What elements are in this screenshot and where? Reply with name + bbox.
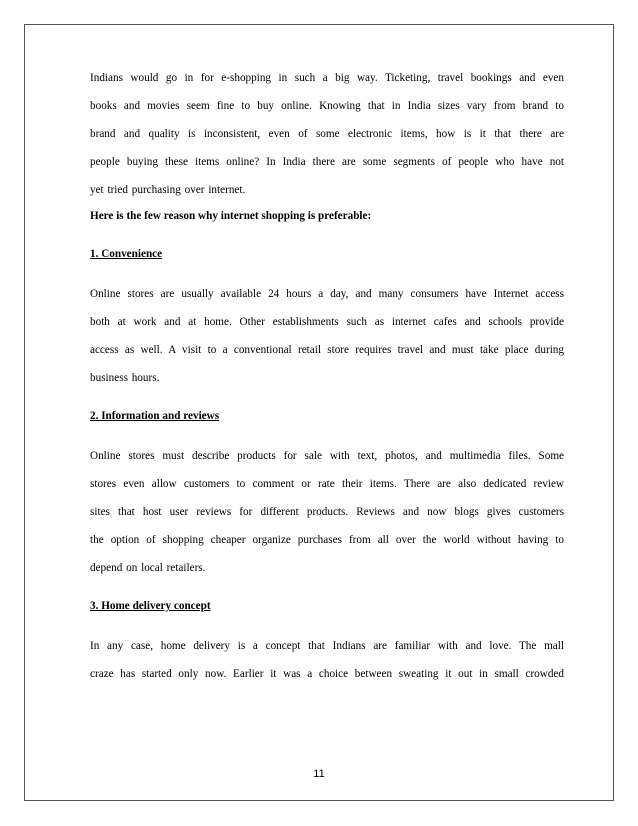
intro-line: brand and quality is inconsistent, even of some electronic items, how is it that there are (90, 128, 564, 140)
reasons-heading: Here is the few reason why internet shopping is preferable: (90, 210, 372, 222)
paragraph-line: sites that host user reviews for different products. Reviews and now blogs gives customers (90, 506, 564, 518)
document-body (90, 64, 564, 688)
intro-line: people buying these items online? In India there are some segments of people who have not (90, 156, 564, 168)
section-paragraph-information-reviews (90, 442, 564, 582)
intro-paragraph (90, 64, 564, 204)
section-heading-convenience: 1. Convenience (90, 248, 163, 260)
intro-line: Indians would go in for e-shopping in such a big way. Ticketing, travel bookings and even (90, 72, 564, 84)
paragraph-line: access as well. A visit to a conventional retail store requires travel and must take place during (90, 344, 564, 356)
page-number: 11 (313, 768, 325, 780)
paragraph-line: depend on local retailers. (90, 562, 206, 574)
section-heading-home-delivery: 3. Home delivery concept (90, 600, 211, 612)
paragraph-line: Online stores are usually available 24 hours a day, and many consumers have Internet access (90, 288, 564, 300)
paragraph-line: business hours. (90, 372, 160, 384)
paragraph-line: the option of shopping cheaper organize purchases from all over the world without having to (90, 534, 564, 546)
paragraph-line: craze has started only now. Earlier it was a choice between sweating it out in small crowded (90, 668, 564, 680)
paragraph-line: Online stores must describe products for sale with text, photos, and multimedia files. Some (90, 450, 564, 462)
section-paragraph-home-delivery (90, 632, 564, 688)
paragraph-line: stores even allow customers to comment or rate their items. There are also dedicated review (90, 478, 564, 490)
section-paragraph-convenience (90, 280, 564, 392)
section-heading-information-reviews: 2. Information and reviews (90, 410, 220, 422)
intro-line: yet tried purchasing over internet. (90, 184, 246, 196)
paragraph-line: both at work and at home. Other establishments such as internet cafes and schools provide (90, 316, 564, 328)
paragraph-line: In any case, home delivery is a concept that Indians are familiar with and love. The mall (90, 640, 564, 652)
intro-line: books and movies seem fine to buy online. Knowing that in India sizes vary from brand to (90, 100, 564, 112)
